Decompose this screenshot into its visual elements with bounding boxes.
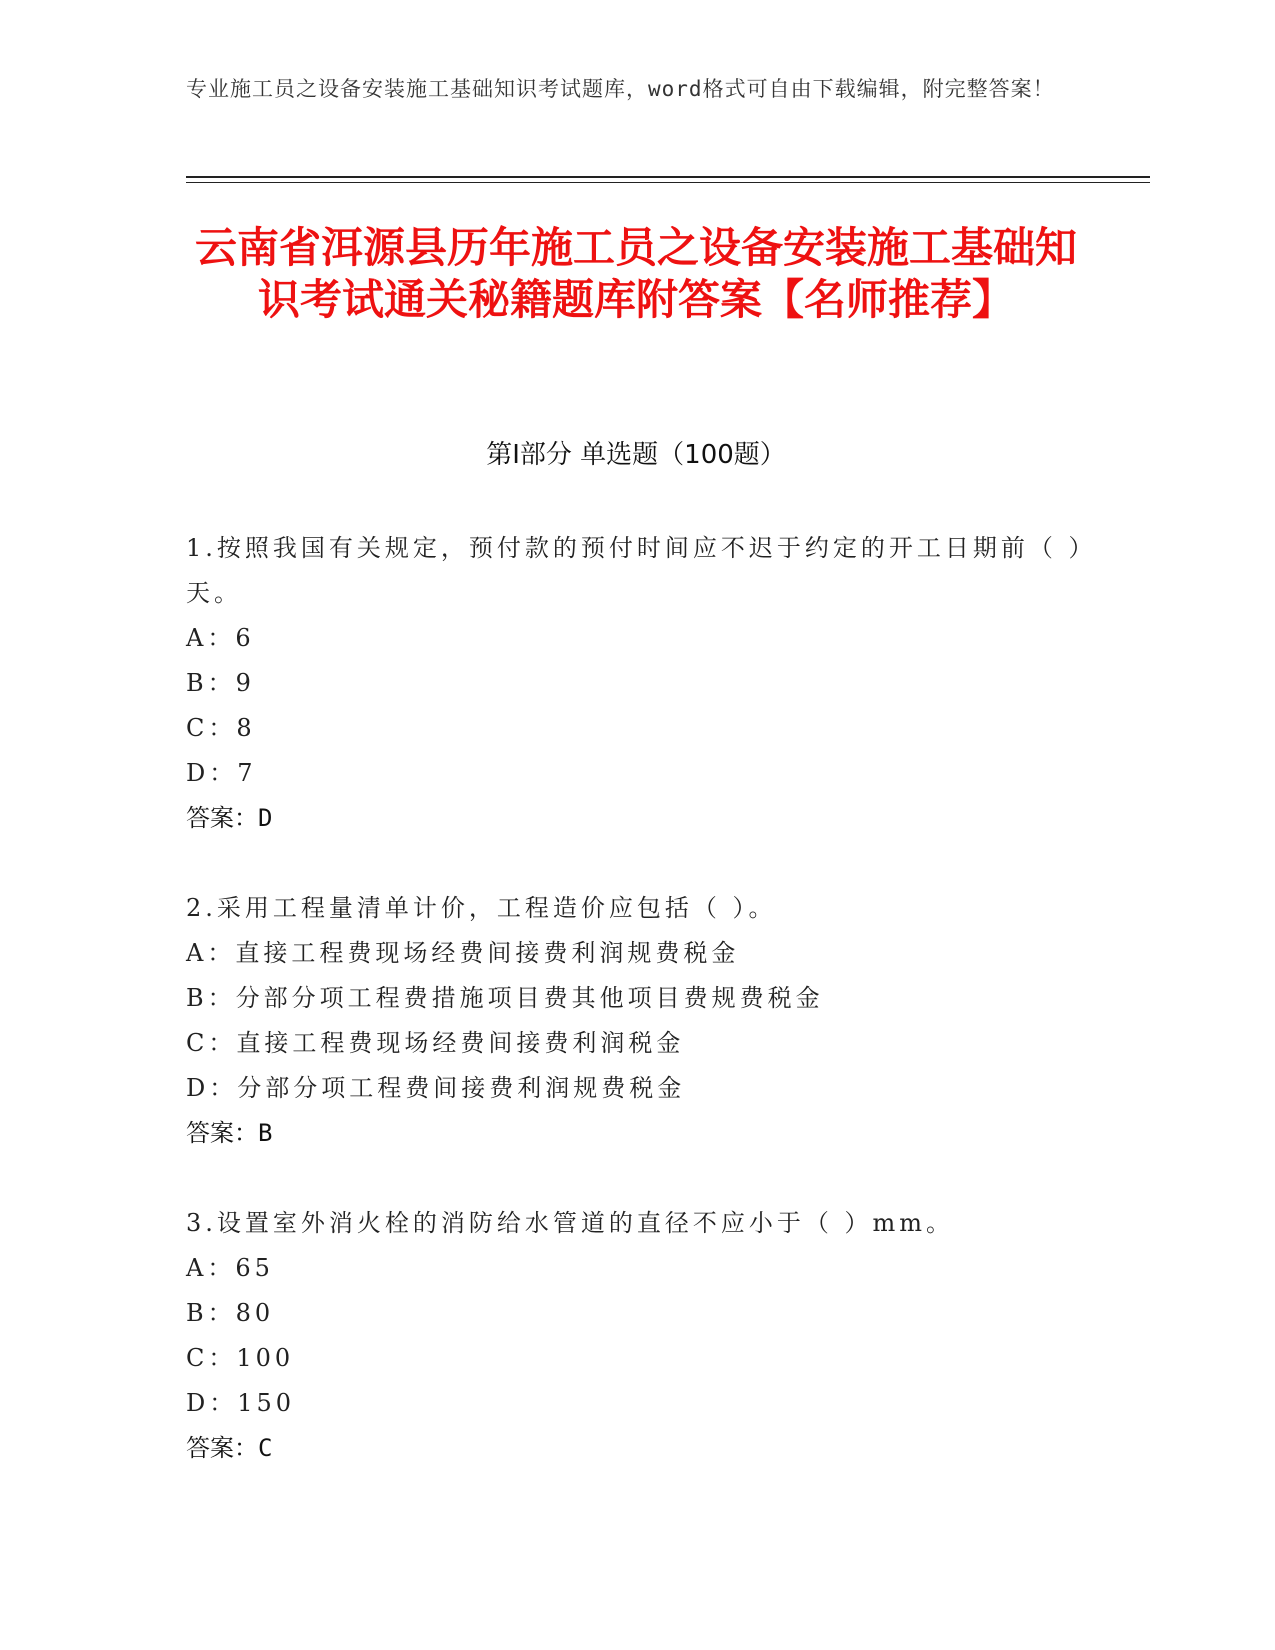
question-stem: 2.采用工程量清单计价，工程造价应包括（ ）。 [186,894,777,922]
option-d: D：分部分项工程费间接费利润规费税金 [186,1074,686,1102]
question-stem: 1.按照我国有关规定，预付款的预付时间应不迟于约定的开工日期前（ ）天。 [186,534,1085,607]
answer-line: 答案：D [186,804,273,832]
option-b: B：9 [186,669,255,697]
answer-line: 答案：B [186,1119,273,1147]
header-divider-thick [186,176,1150,178]
option-c: C：8 [186,714,256,742]
document-title: 云南省洱源县历年施工员之设备安装施工基础知识考试通关秘籍题库附答案【名师推荐】 [194,223,1077,324]
option-a: A：6 [186,624,255,652]
answer-line: 答案：C [186,1434,273,1462]
option-d: D：150 [186,1389,296,1417]
section-title: 第Ⅰ部分 单选题（100题） [486,440,786,470]
header-note: 专业施工员之设备安装施工基础知识考试题库，word格式可自由下载编辑，附完整答案！ [186,77,1055,101]
option-b: B：分部分项工程费措施项目费其他项目费规费税金 [186,984,824,1012]
option-c: C：100 [186,1344,295,1372]
option-c: C：直接工程费现场经费间接费利润税金 [186,1029,685,1057]
question-1 [186,526,1086,841]
question-list [186,526,1086,1516]
question-3 [186,1201,1086,1471]
question-stem: 3.设置室外消火栓的消防给水管道的直径不应小于（ ）mm。 [186,1209,955,1237]
option-a: A：直接工程费现场经费间接费利润规费税金 [186,939,740,967]
option-d: D：7 [186,759,257,787]
question-2 [186,886,1086,1156]
option-b: B：80 [186,1299,275,1327]
option-a: A：65 [186,1254,274,1282]
header-divider-thin [186,182,1150,183]
